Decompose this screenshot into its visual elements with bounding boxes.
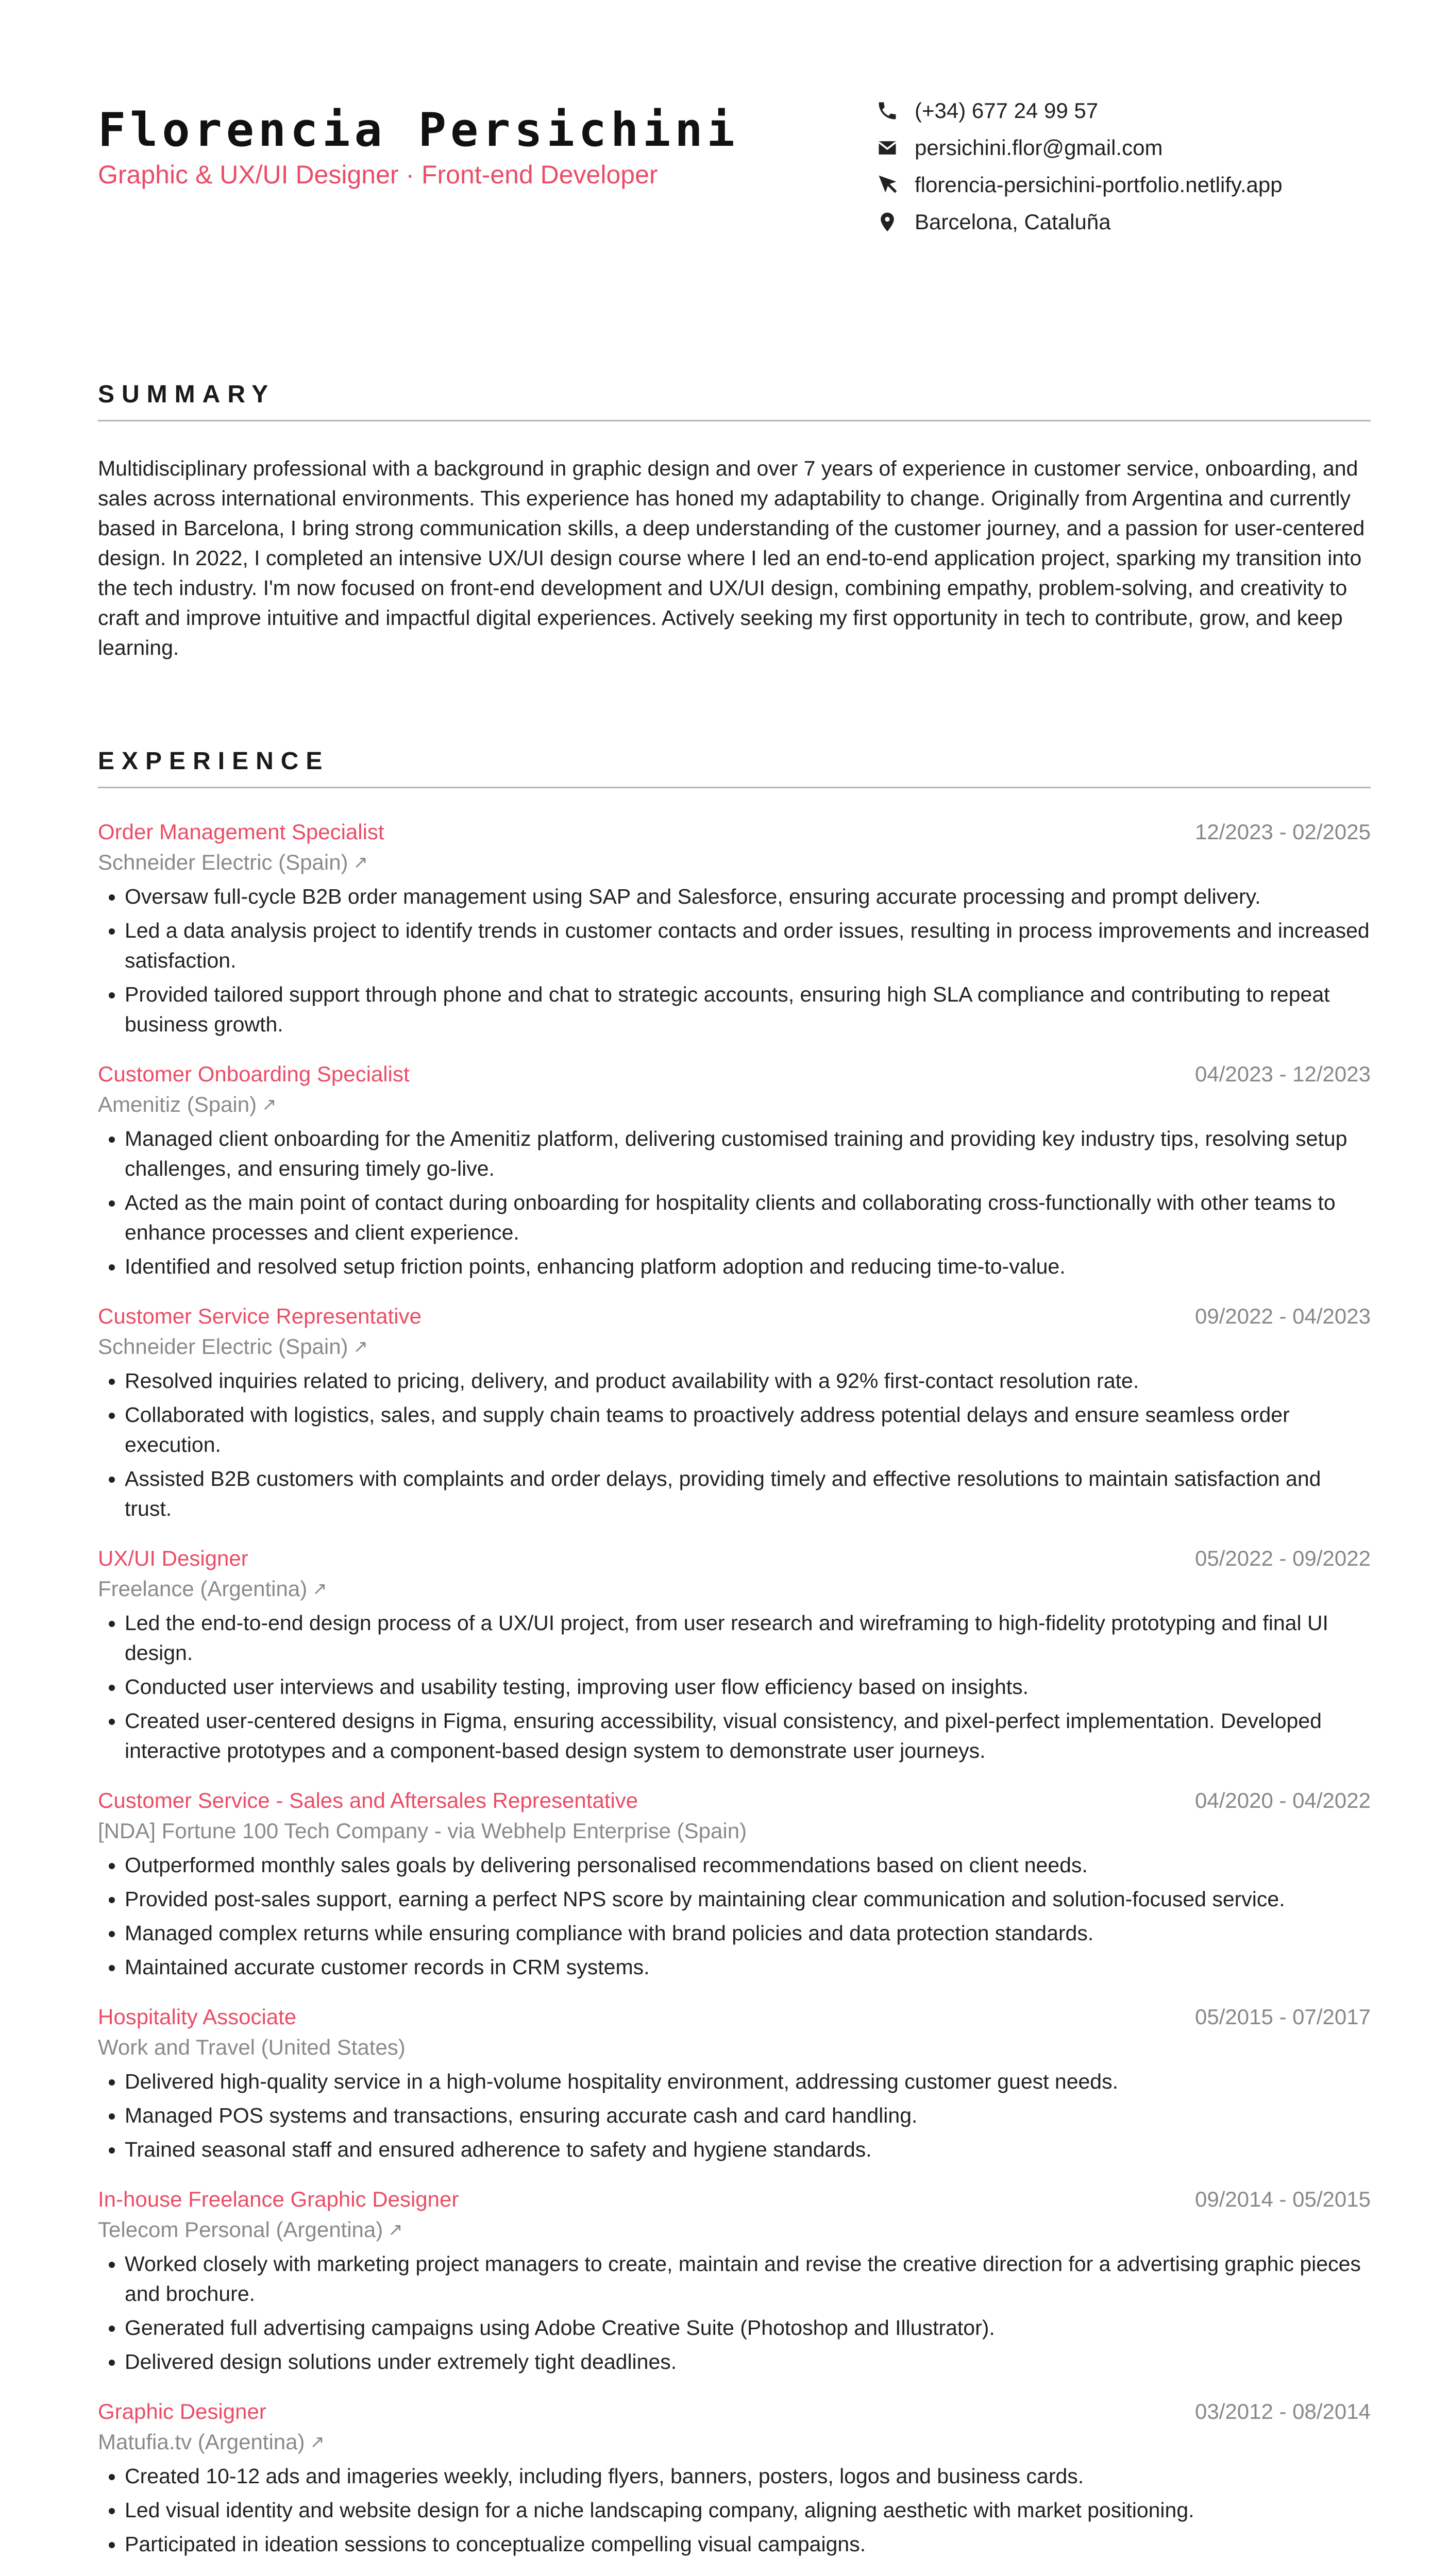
- experience-title-text: In-house Freelance Graphic Designer: [98, 2187, 459, 2211]
- experience-bullet: • Outperformed monthly sales goals by delivering personalised recommendations based on client needs.: [125, 1850, 1371, 1880]
- experience-bullet: • Managed complex returns while ensuring compliance with brand policies and data protection standards.: [125, 1918, 1371, 1948]
- experience-organization-text: Freelance (Argentina): [98, 1577, 308, 1601]
- experience-title: [98, 1543, 248, 1574]
- cursor-icon: [876, 174, 899, 196]
- experience-bullet: • Created 10-12 ads and imageries weekly, including flyers, banners, posters, logos and business cards.: [125, 2461, 1371, 2491]
- experience-bullet: • Collaborated with logistics, sales, and supply chain teams to proactively address potential delays and ensure seamless order execution.: [125, 1400, 1371, 1460]
- experience-title: [98, 1059, 410, 1090]
- experience-bullet: • Worked closely with marketing project managers to create, maintain and revise the creative direction for a advertising graphic pieces and brochure.: [125, 2249, 1371, 2309]
- contact-phone[interactable]: [876, 98, 1371, 135]
- external-link-icon: ↗: [353, 853, 368, 872]
- experience-organization-text: Telecom Personal (Argentina): [98, 2217, 383, 2242]
- experience-bullet: • Created user-centered designs in Figma, ensuring accessibility, visual consistency, and pixel-perfect implementation. Developed interactive prototypes and a component-based design system to demonstrate user journeys.: [125, 1706, 1371, 1766]
- experience-bullet: • Delivered high-quality service in a high-volume hospitality environment, addressing customer guest needs.: [125, 2066, 1371, 2096]
- experience-organization[interactable]: [98, 2427, 1371, 2457]
- experience-bullets: [98, 1124, 1371, 1281]
- experience-date: 04/2020 - 04/2022: [1195, 1788, 1371, 1812]
- experience-bullets: [98, 2461, 1371, 2559]
- summary-heading: SUMMARY: [98, 381, 276, 408]
- experience-bullets: [98, 1366, 1371, 1523]
- experience-organization-text: [NDA] Fortune 100 Tech Company - via Webhelp Enterprise (Spain): [98, 1819, 747, 1843]
- experience-bullet: • Led visual identity and website design for a niche landscaping company, aligning aesthetic with market positioning.: [125, 2495, 1371, 2525]
- experience-title-text: Order Management Specialist: [98, 820, 384, 844]
- experience-bullet: • Managed client onboarding for the Amenitiz platform, delivering customised training and providing key industry tips, resolving setup challenges, and ensuring timely go-live.: [125, 1124, 1371, 1183]
- experience-organization[interactable]: [98, 2215, 1371, 2245]
- external-link-icon: ↗: [353, 1337, 368, 1357]
- contact-portfolio[interactable]: [876, 172, 1371, 209]
- summary-text: Multidisciplinary professional with a background in graphic design and over 7 years of experience in customer service, onboarding, and sales across international environments. This experience has honed my adaptability to change. Originally from Argentina and currently based in Barcelona, I bring strong communication skills, a deep understanding of the customer journey, and a passion for user-centered design. In 2022, I completed an intensive UX/UI design course where I led an end-to-end application project, sparking my transition into the tech industry. I'm now focused on front-end development and UX/UI design, combining empathy, problem-solving, and creativity to craft and improve intuitive and impactful digital experiences. Actively seeking my first opportunity in tech to contribute, grow, and keep learning.: [98, 456, 1365, 659]
- experience-bullet: • Generated full advertising campaigns using Adobe Creative Suite (Photoshop and Illustrator).: [125, 2313, 1371, 2343]
- experience-bullet: • Delivered design solutions under extremely tight deadlines.: [125, 2347, 1371, 2377]
- phone-text: (+34) 677 24 99 57: [915, 98, 1099, 123]
- location-text: Barcelona, Cataluña: [915, 210, 1111, 234]
- experience-entry: [98, 2184, 1371, 2377]
- experience-bullet: • Identified and resolved setup friction points, enhancing platform adoption and reducing time-to-value.: [125, 1251, 1371, 1281]
- experience-bullet: • Acted as the main point of contact during onboarding for hospitality clients and collaborating cross-functionally with other teams to enhance processes and client experience.: [125, 1188, 1371, 1247]
- experience-entry: [98, 1785, 1371, 1982]
- experience-bullet: • Trained seasonal staff and ensured adherence to safety and hygiene standards.: [125, 2134, 1371, 2164]
- experience-bullet: • Managed POS systems and transactions, ensuring accurate cash and card handling.: [125, 2100, 1371, 2130]
- experience-entry: [98, 817, 1371, 1039]
- full-name: Florencia Persichini: [98, 103, 739, 157]
- experience-title-text: Customer Onboarding Specialist: [98, 1062, 410, 1086]
- experience-entry-header: [98, 1301, 1371, 1332]
- experience-organization: [98, 1816, 1371, 1846]
- experience-organization: [98, 2032, 1371, 2062]
- experience-heading: EXPERIENCE: [98, 748, 330, 775]
- experience-entry-header: [98, 2396, 1371, 2427]
- experience-entry: [98, 1059, 1371, 1281]
- external-link-icon: ↗: [262, 1095, 277, 1114]
- experience-organization[interactable]: [98, 1090, 1371, 1120]
- external-link-icon: ↗: [310, 2432, 325, 2452]
- summary-divider: [98, 420, 1371, 421]
- experience-title-text: UX/UI Designer: [98, 1546, 248, 1570]
- experience-date: 09/2022 - 04/2023: [1195, 1304, 1371, 1328]
- experience-bullet: • Led a data analysis project to identify trends in customer contacts and order issues, resulting in process improvements and increased satisfaction.: [125, 916, 1371, 975]
- experience-title: [98, 2396, 266, 2427]
- experience-entry: [98, 2002, 1371, 2164]
- experience-bullets: [98, 882, 1371, 1039]
- experience-organization-text: Amenitiz (Spain): [98, 1092, 257, 1116]
- experience-date: 03/2012 - 08/2014: [1195, 2399, 1371, 2424]
- experience-entry-header: [98, 1543, 1371, 1574]
- experience-entry: [98, 2396, 1371, 2559]
- experience-date: 05/2022 - 09/2022: [1195, 1546, 1371, 1570]
- experience-organization-text: Schneider Electric (Spain): [98, 850, 348, 874]
- contact-email[interactable]: [876, 135, 1371, 172]
- resume-header: [98, 98, 1371, 258]
- experience-title: [98, 2184, 459, 2215]
- external-link-icon: ↗: [312, 1579, 327, 1599]
- experience-bullet: • Oversaw full-cycle B2B order management using SAP and Salesforce, ensuring accurate processing and prompt delivery.: [125, 882, 1371, 911]
- experience-title-text: Customer Service - Sales and Aftersales Representative: [98, 1788, 638, 1812]
- experience-organization-text: Matufia.tv (Argentina): [98, 2430, 305, 2454]
- experience-title: [98, 817, 384, 848]
- experience-bullet: • Provided post-sales support, earning a perfect NPS score by maintaining clear communication and solution-focused service.: [125, 1884, 1371, 1914]
- experience-organization[interactable]: [98, 1574, 1371, 1604]
- experience-entry-header: [98, 817, 1371, 848]
- mail-icon: [876, 137, 899, 159]
- portfolio-text: florencia-persichini-portfolio.netlify.app: [915, 173, 1283, 197]
- phone-icon: [876, 99, 899, 122]
- experience-entry-header: [98, 1785, 1371, 1816]
- experience-bullets: [98, 2249, 1371, 2377]
- experience-bullet: • Participated in ideation sessions to conceptualize compelling visual campaigns.: [125, 2529, 1371, 2559]
- experience-entry-header: [98, 2184, 1371, 2215]
- location-pin-icon: [876, 211, 899, 233]
- experience-bullets: [98, 1608, 1371, 1766]
- experience-date: 09/2014 - 05/2015: [1195, 2187, 1371, 2211]
- experience-title-text: Hospitality Associate: [98, 2005, 297, 2029]
- experience-entry: [98, 1301, 1371, 1523]
- contact-location: [876, 209, 1371, 246]
- experience-list: [98, 817, 1371, 2576]
- experience-bullet: • Conducted user interviews and usability testing, improving user flow efficiency based on insights.: [125, 1672, 1371, 1702]
- experience-organization-text: Work and Travel (United States): [98, 2035, 406, 2059]
- external-link-icon: ↗: [388, 2220, 403, 2240]
- experience-title-text: Graphic Designer: [98, 2399, 266, 2424]
- experience-divider: [98, 787, 1371, 788]
- experience-organization[interactable]: [98, 848, 1371, 877]
- experience-title: [98, 1301, 422, 1332]
- experience-title: [98, 2002, 296, 2032]
- experience-organization-text: Schneider Electric (Spain): [98, 1334, 348, 1359]
- experience-bullet: • Maintained accurate customer records in CRM systems.: [125, 1952, 1371, 1982]
- experience-bullets: [98, 2066, 1371, 2164]
- experience-date: 12/2023 - 02/2025: [1195, 820, 1371, 844]
- experience-entry-header: [98, 1059, 1371, 1090]
- experience-bullet: • Led the end-to-end design process of a UX/UI project, from user research and wireframing to high-fidelity prototyping and final UI design.: [125, 1608, 1371, 1668]
- experience-bullet: • Provided tailored support through phone and chat to strategic accounts, ensuring high SLA compliance and contributing to repeat business growth.: [125, 979, 1371, 1039]
- experience-title-text: Customer Service Representative: [98, 1304, 422, 1328]
- experience-bullets: [98, 1850, 1371, 1982]
- experience-entry-header: [98, 2002, 1371, 2032]
- experience-date: 04/2023 - 12/2023: [1195, 1062, 1371, 1086]
- experience-title: [98, 1785, 638, 1816]
- experience-date: 05/2015 - 07/2017: [1195, 2005, 1371, 2029]
- job-tagline: Graphic & UX/UI Designer · Front-end Developer: [98, 160, 658, 189]
- experience-organization[interactable]: [98, 1332, 1371, 1362]
- experience-bullet: • Resolved inquiries related to pricing, delivery, and product availability with a 92% first-contact resolution rate.: [125, 1366, 1371, 1396]
- experience-bullet: • Assisted B2B customers with complaints and order delays, providing timely and effective resolutions to maintain satisfaction and trust.: [125, 1464, 1371, 1523]
- experience-entry: [98, 1543, 1371, 1766]
- email-text: persichini.flor@gmail.com: [915, 135, 1163, 160]
- contact-list: [876, 98, 1371, 246]
